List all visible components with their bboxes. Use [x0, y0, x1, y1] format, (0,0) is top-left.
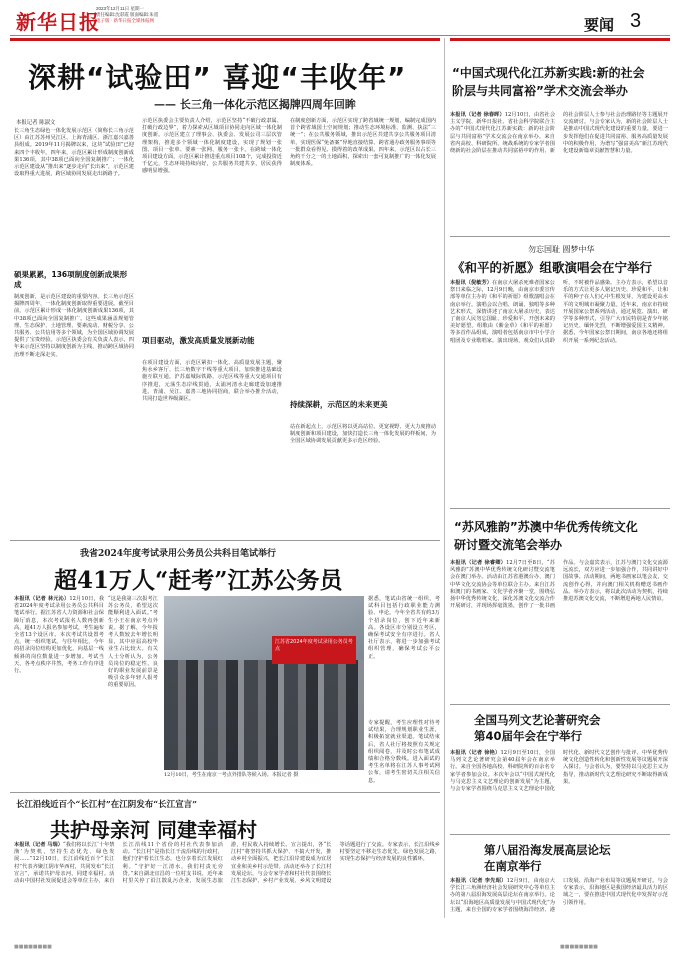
exam-col3b: 专家提醒，考生应理性对待考试结果，合理规划职业生涯，积极拓宽就业渠道。笔试结束后，省人社厅将按照有关规定组织阅卷，并及时公布笔试成绩和合格分数线。进入面试的考生名单将在江苏人事考试网公布，请考生密切关注相关信息。	[368, 720, 440, 784]
footer-marks-left: ■■■■■■■■	[14, 944, 52, 950]
top-story-bar	[10, 38, 440, 41]
exam-col2: “这是我第三次报考江苏公务员，希望这次能顺利进入面试。”考生小王在南京考点外说。据了解，今年报考人数较去年增长明显，其中应届高校毕业生占比较大。有关人士分析认为，公务员岗位的稳定性、良好的职业发展前景是吸引众多年轻人报考的重要原因。	[108, 596, 158, 689]
right-top-title-2: 阶层与共同富裕”学术交流会举办	[452, 84, 628, 98]
footer-marks-right: ■■■■■■■■	[560, 944, 598, 950]
river-body: 本报讯（记者 马瑞）“我们将以长江‘十年禁渔’为契机，坚持生态优先、绿色发展……”12月10日，长江沿线近百个“长江村”代表齐聚江阴市华西村，共同发布“长江宣言”，承诺共护母亲河，同建幸福村。活动由中国村社发展促进会等单位主办，来自长江沿线11个省份的村社代表参加活动。“长江村”是指长江干流沿线的行政村，他们守护着长江生态，也分享着长江发展红利。“守护好一江清水，我们村责无旁贷。”来自湖北宜昌的一位村支书说，近年来村里关停了沿江散乱污企业，发展生态旅游，村民收入持续增长。宣言提出，各“长江村”将坚持共抓大保护、不搞大开发，推动乡村全面振兴，把长江沿岸建设成为宜居宜业和美乡村示范带。活动还举办了长江村发展论坛，与会专家学者和村社代表围绕长江生态保护、乡村产业发展、乡风文明建设等话题进行了交流。专家表示，长江沿线乡村要坚定不移走生态优先、绿色发展之路，实现生态保护与经济发展的良性循环。	[14, 842, 440, 885]
top-story-col2b: 在项目建设方面，示范区紧扣一体化、高质量发展主题，聚焦水乡客厅、长三角数字干线等重大项目，加快推进基础设施互联互通。沪苏嘉城际铁路、示范区线等重大交通项目有序推进，元荡生态岸线贯通，太浦河清水走廊建设加速推进。青浦、吴江、嘉善三地协同招商，联合举办推介活动，共同打造世界级湖区。	[142, 360, 282, 403]
newspaper-logo: 新华日报	[16, 10, 100, 34]
crowd-figures	[164, 660, 364, 770]
column-rule	[444, 38, 445, 918]
right-top-bar	[450, 38, 670, 41]
suzhou-title-1: “苏风雅韵”苏澳中华优秀传统文化	[454, 520, 638, 534]
masthead-meta	[96, 6, 216, 24]
masthead-rule	[10, 35, 670, 36]
top-story-col3b: 站在新起点上，示范区将以更高站位、更宽视野、更大力度推动制度创新和项目建设，加快打造长三角一体化发展的样板间，为全国区域协调发展贡献更多示范区经验。	[290, 424, 436, 445]
suzhou-body: 本报讯（记者 徐睿卿）12月7日至8日，“苏风雅韵”苏澳中华优秀传统文化研讨暨交流笔会在澳门举办。活动由江苏省港澳台办、澳门中华文化交流协会等单位联合主办。来自江苏和澳门的书画家、文化学者齐聚一堂，围绕弘扬中华优秀传统文化、深化苏澳文化交流合作开展研讨，并现场挥毫泼墨，创作了一批书画作品。与会嘉宾表示，江苏与澳门文化交流源远流长，双方应进一步加强合作，共同讲好中国故事。活动期间，两地书画家以笔会友，交流创作心得，并向澳门相关机构赠送书画作品。举办方表示，将以此次活动为契机，持续推进苏澳文化交流，不断增进两地人民情谊。	[450, 560, 668, 610]
page-number: 3	[630, 10, 642, 32]
issue-date: 2023年12月11日 星期一	[96, 6, 144, 11]
divider	[450, 704, 670, 705]
divider	[450, 236, 670, 237]
exam-photo	[164, 596, 364, 770]
coast-title-1: 第八届沿海发展高层论坛	[484, 843, 611, 857]
top-story-byline: 本报记者 陈淑文	[16, 120, 56, 126]
edition-line: 电子版 · 新华日报全媒体报网	[96, 18, 154, 23]
divider	[450, 834, 670, 835]
right-top-title-1: “中国式现代化江苏新实践:新的社会	[452, 66, 645, 80]
peace-body: 本报讯（倪敏芳）在南京大屠杀死难者国家公祭日来临之际，12月9日晚，由南京市委宣传部等单位主办的《和平的祈愿》组歌演唱会在南京举行。演唱会以合唱、朗诵、独唱等多种艺术形式，深情讲述了南京大屠杀历史，表达了南京人民勿忘国耻、珍爱和平、开创未来的美好愿望。组歌由《紫金草》《和平的祈愿》等多首作品组成，演唱者包括南京市中小学合唱团及专业歌唱家。演出现场，观众们认真聆听，不时被作品感染。主办方表示，希望以音乐的方式让更多人铭记历史、珍爱和平，让和平的种子在人们心中生根发芽，为建设更高水平的文明城市凝聚力量。近年来，南京市持续开展国家公祭系列活动，通过展览、演出、研学等多种形式，引导广大市民特别是青少年铭记历史、缅怀先烈，不断增强爱国主义精神。据悉，今年国家公祭日期间，南京各地还将组织开展一系列纪念活动。	[450, 280, 668, 344]
coast-body: 本报讯（记者 李先昭）12月9日，由南京大学长江三角洲经济社会发展研究中心等单位主办的第八届沿海发展高层论坛在南京举行。论坛以“沿海地区高质量发展与中国式现代化”为主题，来自全国的专家学者围绕海洋经济、港口发展、沿海产业布局等议题展开研讨。与会专家表示，沿海地区是我国经济最具活力的区域之一，要在推进中国式现代化中发挥好示范引领作用。	[450, 878, 668, 913]
exam-body: 本报讯（记者 林元沁）12月10日，我省2024年度考试录用公务员公共科目笔试举行。据江苏省人力资源和社会保障厅消息，本次考试报名人数再创新高，超41万人报名参加考试，考生遍布全省13个设区市。本次考试共设置考点，统一组织笔试。与往年相比，今年的招录岗位结构更加优化，向基层一线倾斜的岗位数量进一步增加。考试当天，各考点秩序井然，考务工作有序进行。	[14, 596, 105, 675]
top-story-col3-subhead: 持续深耕，示范区的未来更美	[290, 400, 388, 409]
marx-title-1: 全国马列文艺论著研究会	[474, 713, 601, 727]
top-story-col2-subhead: 项目驱动，激发高质量发展新动能	[142, 336, 255, 345]
suzhou-title-2: 研讨暨交流笔会举办	[454, 538, 563, 552]
top-story-col2: 示范区执委会主要负责人介绍，示范区坚持“不破行政隶属、打破行政边界”，着力探索从区域项目协同走向区域一体化制度创新。示范区建立了理事会、执委会、发展公司三层次管理架构，推进多个领域一体化制度建设，实现了规划一张图、项目一张单、要素一张网、服务一张卡。在跨域一体化项目建设方面，示范区累计推进重点项目108个，完成投资近千亿元，生态环境持续向好，公共服务共建共享，居民获得感明显增强。	[142, 118, 282, 175]
exam-col3: 据悉，笔试由省统一组织，考试科目包括行政职业能力测验、申论。今年全省共有约3万个招录岗位，创下近年来新高。各设区市分别设立考区，确保考试安全有序进行。省人社厅表示，将进一步加强考试组织管理，确保考试公平公正。	[368, 596, 440, 660]
photo-banner: 江苏省2024年度考试录用公务员考点	[272, 636, 356, 664]
exam-kicker: 我省2024年度考试录用公务员公共科目笔试举行	[80, 549, 277, 559]
peace-title: 《和平的祈愿》组歌演唱会在宁举行	[452, 260, 653, 275]
editors-line: 责任编辑:沈彩霞 版面编辑:朱遥	[96, 12, 159, 17]
coast-title-2: 在南京举行	[484, 859, 542, 873]
divider	[450, 508, 670, 509]
exam-photo-caption: 12月10日，考生在南京一考点外排队等候入场。本报记者 摄	[164, 772, 299, 778]
top-story-col1b: 制度创新，是示范区建设的重要内容。长三角示范区揭牌四周年，一体化制度创新取得重要进展。截至目前，示范区累计形成一体化制度创新成果136项，其中38项已面向全国复制推广。这些成果涵盖规划管理、生态保护、土地管理、要素流动、财税分享、公共服务、公共信用等多个领域，为全国区域协调发展提供了宝贵经验。示范区执委会有关负责人表示，四年来示范区坚持以制度创新为主线，推动跨区域协同治理不断走深走实。	[14, 294, 134, 358]
divider	[10, 540, 440, 541]
river-kicker: 长江沿线近百个“长江村”在江阴发布“长江宣言”	[16, 800, 198, 810]
right-top-body: 本报讯（记者 徐春晖）12月10日，由省社会主义学院、新华日报社、省社会科学院联合主办的“中国式现代化江苏新实践：新的社会阶层与共同富裕”学术交流会在南京举办。来自省内高校、科研院所、统战系统的专家学者围绕新的社会阶层在推动共同富裕中的作用、新的社会阶层人士参与社会治理路径等主题展开交流研讨。与会专家认为，新的社会阶层人士是推动中国式现代化建设的重要力量，要进一步发挥他们在促进共同富裕、服务高质量发展中的积极作用，为谱写“强富美高”新江苏现代化建设新篇章贡献智慧和力量。	[450, 112, 668, 155]
top-story-col1: 长三角生态绿色一体化发展示范区（简称长三角示范区）由江苏苏州吴江区、上海青浦区、浙江嘉兴嘉善县组成。2019年11月揭牌以来，这块“试验田”已迎来四个丰收年。四年来，示范区累计形成制度创新成果136项，其中38项已面向全国复制推广；一体化示范区建设从“推出来”逐步走向“长出来”，示范区建设取得重大进展，跨区域协同发展走出新路子。	[14, 128, 134, 178]
top-story-col1-subhead: 硕果累累，136项制度创新成果形成	[14, 270, 128, 289]
top-story-title: 深耕“试验田” 喜迎“丰收年”	[28, 61, 407, 94]
exam-title: 超41万人“赶考”江苏公务员	[54, 567, 343, 594]
section-name: 要闻	[584, 17, 615, 34]
divider	[10, 792, 440, 793]
top-story-col3: 在制度创新方面，示范区实现了跨省域统一规划，编制完成国内首个跨省域国土空间规划；推动生态环境标准、监测、执法“三统一”；在公共服务领域，推出示范区共建共享公共服务项目清单，实现医保“免备案”异地直接结算、跨省通办政务服务事项等一批群众看得见、摸得着的改革成果。四年来，示范区以占长三角约千分之一的土地面积，探索出一套可复制推广的一体化发展制度体系。	[290, 118, 436, 168]
top-story-subtitle: —— 长三角一体化示范区揭牌四周年回眸	[154, 98, 356, 111]
river-title: 共护母亲河 同建幸福村	[50, 818, 257, 842]
marx-body: 本报讯（记者 徐艳）12月9日至10日，全国马列文艺论著研究会第40届年会在南京举行。来自全国各地高校、科研院所的百余名专家学者参加会议。本次年会以“中国式现代化与马克思主义文艺理论的创新发展”为主题，与会专家学者围绕马克思主义文艺理论中国化时代化、新时代文艺创作与批评、中华优秀传统文化创造性转化和创新性发展等议题展开深入探讨。与会者认为，要坚持以马克思主义为指导，推动新时代文艺理论研究不断取得新成果。	[450, 750, 668, 793]
marx-title-2: 第40届年会在宁举行	[474, 729, 583, 743]
peace-kicker: 勿忘国耻 圆梦中华	[528, 245, 595, 254]
